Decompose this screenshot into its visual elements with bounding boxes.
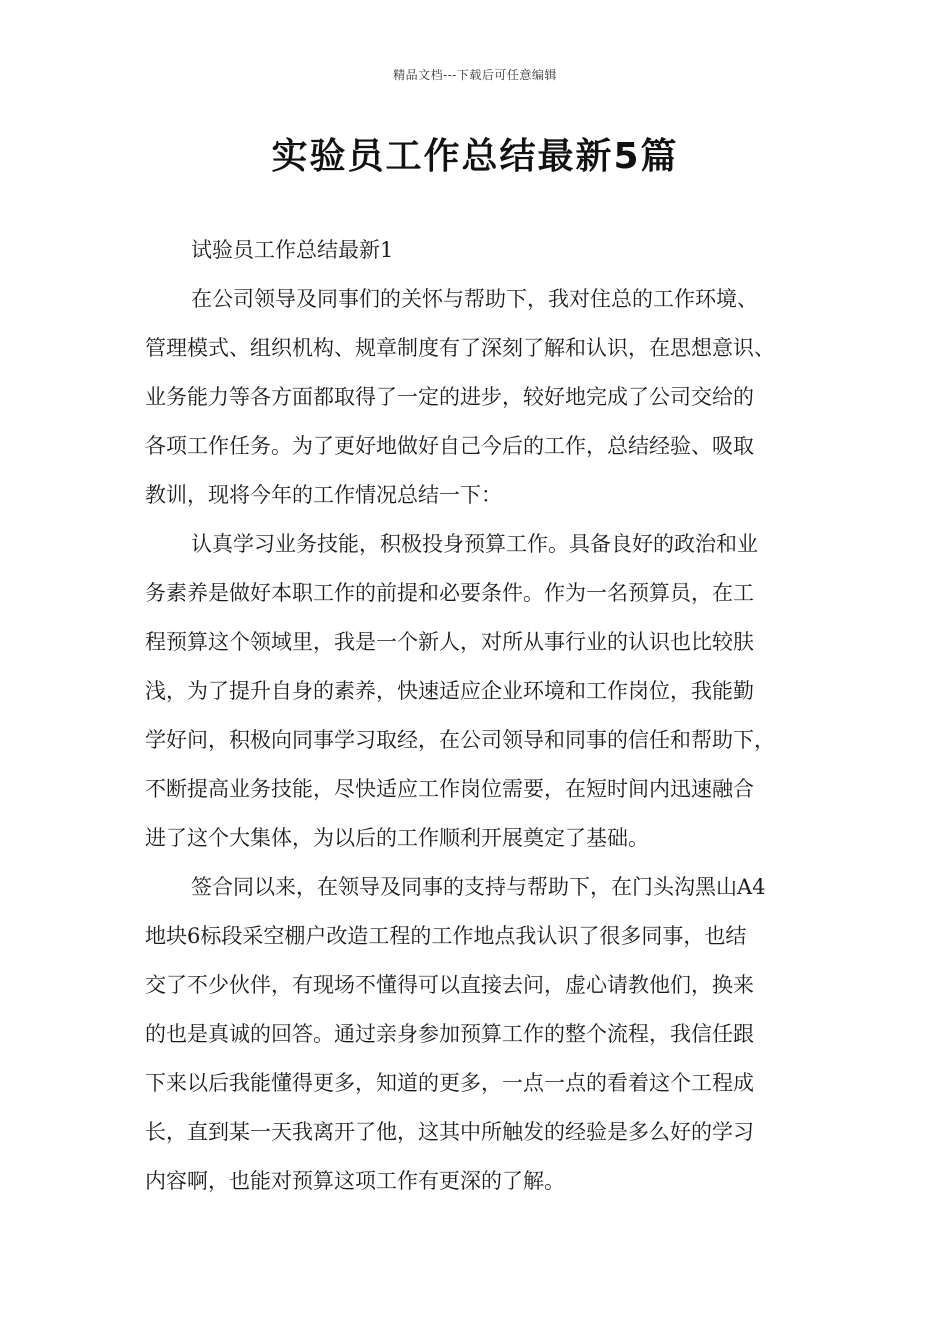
paragraph-line: 业务能力等各方面都取得了一定的进步，较好地完成了公司交给的	[145, 385, 754, 409]
paragraph-line: 在公司领导及同事们的关怀与帮助下，我对住总的工作环境、	[191, 287, 758, 311]
paragraph-line: 学好问，积极向同事学习取经，在公司领导和同事的信任和帮助下，	[145, 728, 775, 752]
paragraph-line: 不断提高业务技能，尽快适应工作岗位需要，在短时间内迅速融合	[145, 777, 754, 801]
paragraph-line: 各项工作任务。为了更好地做好自己今后的工作，总结经验、吸取	[145, 434, 754, 458]
paragraph-line: 认真学习业务技能，积极投身预算工作。具备良好的政治和业	[191, 532, 758, 556]
paragraph-line: 下来以后我能懂得更多，知道的更多，一点一点的看着这个工程成	[145, 1071, 754, 1095]
paragraph-line: 地块6标段采空棚户改造工程的工作地点我认识了很多同事，也结	[145, 924, 747, 948]
document-title: 实验员工作总结最新5篇	[271, 136, 679, 177]
paragraph-line: 务素养是做好本职工作的前提和必要条件。作为一名预算员，在工	[145, 581, 754, 605]
paragraph-line: 长，直到某一天我离开了他，这其中所触发的经验是多么好的学习	[145, 1120, 754, 1144]
paragraph-line: 内容啊，也能对预算这项工作有更深的了解。	[145, 1169, 565, 1193]
paragraph-line: 交了不少伙伴，有现场不懂得可以直接去问，虚心请教他们，换来	[145, 973, 754, 997]
paragraph-2	[145, 520, 825, 863]
paragraph-line: 管理模式、组织机构、规章制度有了深刻了解和认识，在思想意识、	[145, 336, 775, 360]
paragraph-line: 教训，现将今年的工作情况总结一下：	[145, 483, 502, 507]
paragraph-line: 签合同以来，在领导及同事的支持与帮助下，在门头沟黑山A4	[191, 875, 766, 899]
section-heading: 试验员工作总结最新1	[191, 238, 394, 262]
paragraph-line: 进了这个大集体，为以后的工作顺利开展奠定了基础。	[145, 826, 649, 850]
document-body	[145, 226, 825, 1206]
paragraph-3	[145, 863, 825, 1206]
paragraph-line: 程预算这个领域里，我是一个新人，对所从事行业的认识也比较肤	[145, 630, 754, 654]
paragraph-1	[145, 275, 825, 520]
header-note: 精品文档---下载后可任意编辑	[393, 68, 557, 82]
paragraph-line: 的也是真诚的回答。通过亲身参加预算工作的整个流程，我信任跟	[145, 1022, 754, 1046]
paragraph-line: 浅，为了提升自身的素养，快速适应企业环境和工作岗位，我能勤	[145, 679, 754, 703]
